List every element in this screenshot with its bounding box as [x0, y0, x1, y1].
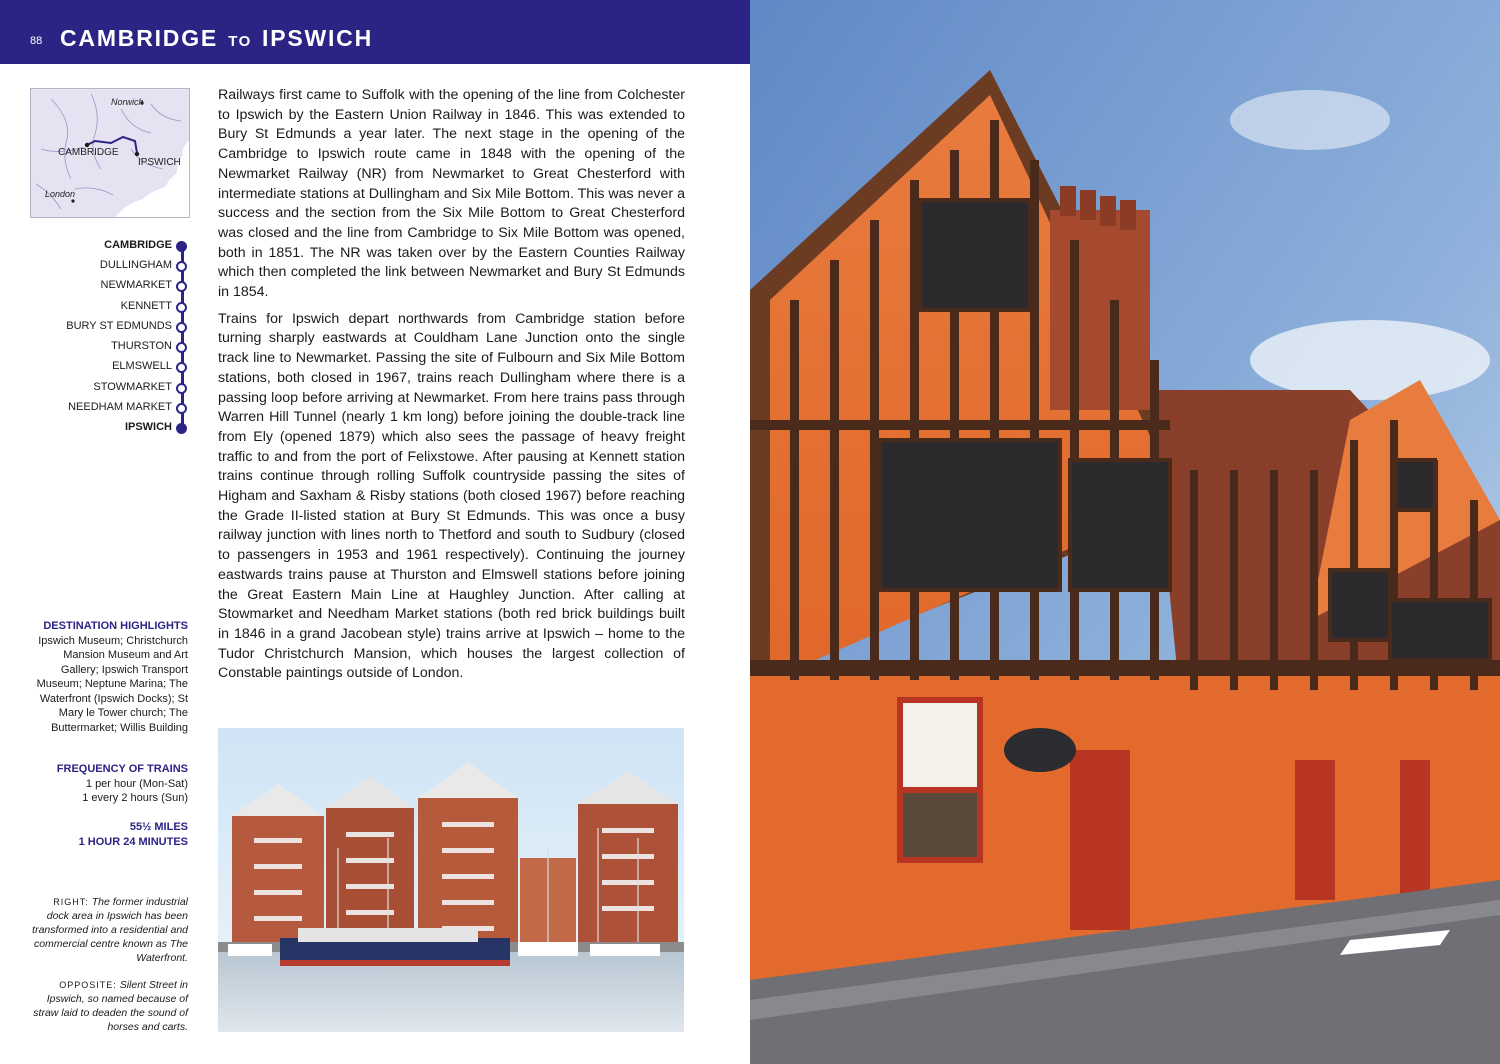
caption-opposite — [30, 978, 188, 1034]
waterfront-photo — [218, 728, 684, 1032]
frequency-heading: FREQUENCY OF TRAINS — [56, 763, 188, 775]
map-label-cambridge: CAMBRIDGE — [58, 147, 119, 158]
station-dot — [176, 261, 187, 272]
station-name: NEEDHAM MARKET — [68, 401, 172, 413]
distance-miles: 55½ MILES — [129, 821, 188, 833]
body-paragraph: Trains for Ipswich depart northwards from Cambridge station before turning sharply eastwards at Couldham Lane Junction onto the single track line to Newmarket. Passing the site of Fulbourn and Six Mile Bottom stations, both closed in 1967, trains reach Dullingham where there is a passing loop before arriving at Newmarket. From here trains pass through Warren Hill Tunnel (nearly 1 km long) before joining the double-track line from Ely (opened 1879) which also sees the passage of heavy freight traffic to and from the port of Felixstowe. After pausing at Kennett station trains continue through rolling Suffolk countryside passing the sites of Higham and Saxham & Risby stations (both closed 1967) before reaching the Grade II-listed station at Bury St Edmunds. This was once a busy railway junction with lines north to Thetford and south to Sudbury (closed to passengers in 1953 and 1961 respectively). Continuing the journey eastwards trains pause at Thurston and Elmswell stations before joining the Great Eastern Main Line at Haughley Junction. After calling at Stowmarket and Needham Market stations (both red brick buildings built in 1846 in a grand Jacobean style) trains arrive at Ipswich – home to the Tudor Christchurch Mansion, which houses the largest collection of Constable paintings outside of London. — [218, 310, 685, 682]
caption-opposite-label: OPPOSITE: — [59, 980, 117, 990]
station-name: THURSTON — [111, 340, 172, 352]
station-name: DULLINGHAM — [99, 259, 172, 271]
caption-right-text: The former industrial dock area in Ipswich has been transformed into a residential and commercial centre known as The Waterfront. — [32, 896, 188, 964]
title-to: TO — [228, 33, 252, 50]
highlights-text: Ipswich Museum; Christchurch Mansion Museum and Art Gallery; Ipswich Transport Museum; Neptune Marina; The Waterfront (Ipswich Docks); St Mary le Tower church; The Buttermarket; Willis Building — [36, 634, 188, 734]
station-dot — [176, 322, 187, 333]
body-paragraph: Railways first came to Suffolk with the opening of the line from Colchester to Ipswich by the Eastern Union Railway in 1846. This was extended to Bury St Edmunds a year later. The next stage in the opening of the Cambridge to Ipswich route came in 1848 with the opening of the Newmarket Railway (NR) from Newmarket to Great Chesterford with intermediate stations at Dullingham and Six Mile Bottom. This was never a success and the section from the Six Mile Bottom to Great Chesterford was closed and the line from Cambridge to Six Mile Bottom was opened, both in 1851. The NR was taken over by the Eastern Counties Railway which then completed the link between Newmarket and Bury St Edmunds in 1854. — [218, 87, 685, 301]
station-name: KENNETT — [120, 300, 172, 312]
station-name: NEWMARKET — [100, 279, 172, 291]
train-frequency — [30, 762, 188, 806]
terminal-station-dot — [176, 241, 187, 252]
station-name: ELMSWELL — [112, 360, 172, 372]
page-title — [60, 25, 373, 52]
station-dot — [176, 281, 187, 292]
caption-right-label: RIGHT: — [53, 897, 89, 907]
article-body — [218, 86, 685, 691]
highlights-heading: DESTINATION HIGHLIGHTS — [43, 620, 188, 632]
page-header — [0, 0, 750, 64]
journey-distance — [30, 820, 188, 849]
route-mini-map — [30, 88, 190, 218]
terminal-station-dot — [176, 423, 187, 434]
station-dot — [176, 383, 187, 394]
station-name: IPSWICH — [124, 421, 172, 433]
station-dot — [176, 342, 187, 353]
caption-opposite-text: Silent Street in Ipswich, so named because of straw laid to deaden the sound of horses and carts. — [33, 979, 188, 1033]
station-name: STOWMARKET — [93, 381, 172, 393]
journey-time: 1 HOUR 24 MINUTES — [78, 835, 188, 848]
station-dot — [176, 362, 187, 373]
station-name: BURY ST EDMUNDS — [66, 320, 172, 332]
title-destination: IPSWICH — [262, 25, 373, 51]
map-label-london: London — [45, 189, 76, 199]
frequency-weekday: 1 per hour (Mon-Sat) — [85, 777, 188, 790]
station-list — [30, 236, 192, 436]
map-label-ipswich: IPSWICH — [138, 157, 181, 168]
silent-street-photo — [750, 0, 1500, 1064]
route-line — [181, 246, 184, 428]
map-label-norwich: Norwich — [111, 97, 144, 107]
station-name: CAMBRIDGE — [104, 239, 172, 251]
caption-right — [30, 895, 188, 965]
page-number: 88 — [30, 35, 43, 47]
station-dot — [176, 403, 187, 414]
station-dot — [176, 302, 187, 313]
title-origin: CAMBRIDGE — [60, 25, 219, 51]
destination-highlights — [30, 619, 188, 735]
frequency-sunday: 1 every 2 hours (Sun) — [82, 792, 188, 804]
